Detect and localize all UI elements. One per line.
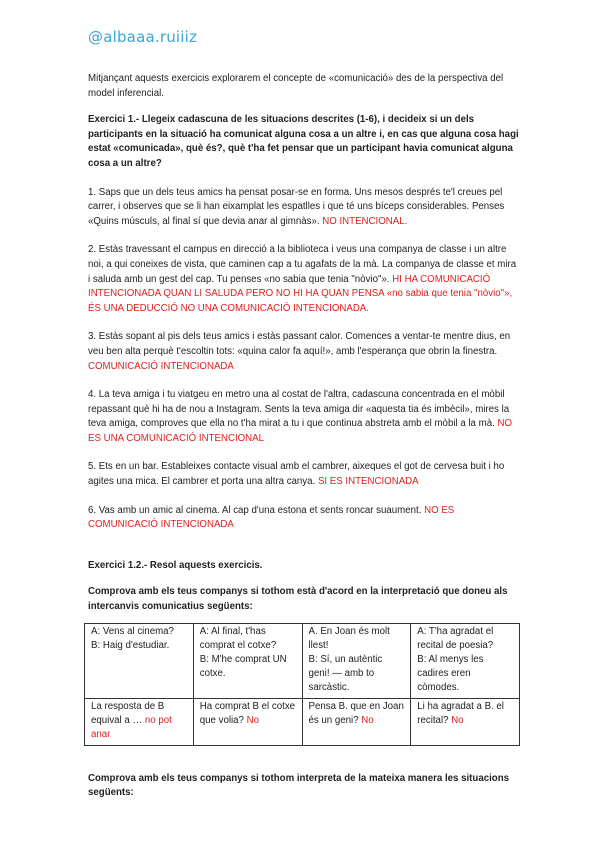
answer-question: Ha comprat B el cotxe que volia? bbox=[199, 700, 296, 726]
author-watermark: @albaaa.ruiiiz bbox=[88, 28, 198, 46]
dialogue-line: B: Sí, un autèntic geni! — amb to sarcàstic. bbox=[308, 653, 383, 693]
situation-1 bbox=[88, 186, 520, 230]
answer-verdict: No bbox=[361, 714, 374, 726]
dialogue-line: A. En Joan és molt llest! bbox=[308, 625, 390, 651]
answer-cell bbox=[411, 698, 520, 745]
dialogue-line: A: Al final, t'has comprat el cotxe? bbox=[199, 625, 277, 651]
situation-2 bbox=[88, 243, 520, 316]
dialogue-cell bbox=[411, 623, 520, 698]
exercise12-title: Exercici 1.2.- Resol aquests exercicis. bbox=[88, 559, 263, 571]
dialogue-line: B: M'he comprat UN cotxe. bbox=[199, 653, 287, 679]
table-row-answers bbox=[85, 698, 520, 745]
situation-answer: NO ES COMUNICACIÓ INTENCIONADA bbox=[88, 504, 455, 531]
answer-cell bbox=[302, 698, 411, 745]
table-row-dialogues bbox=[85, 623, 520, 698]
situation-text: 2. Estàs travessant el campus en direcció a la biblioteca i veus una companya de classe i un altre noi, a qui coneixes de vista, que caminen cap a tu agafats de la mà. La companya de classe et mira i saluda amb un gest del cap. Tu penses «no sabia que tenia "nòvio"». bbox=[88, 244, 517, 285]
answer-cell bbox=[193, 698, 302, 745]
exercise12-prompt2: Comprova amb els teus companys si tothom interpreta de la mateixa manera les situacions següents: bbox=[88, 772, 510, 799]
situation-answer: NO INTENCIONAL. bbox=[322, 215, 408, 227]
situation-answer: HI HA COMUNICACIÓ INTENCIONADA QUAN LI SALUDA PERO NO HI HA QUAN PENSA «no sabia que tenia "nòvio"», ÉS UNA DEDUCCIÓ NO UNA COMUNICACIÓ INTENCIONADA. bbox=[88, 273, 513, 314]
document-content bbox=[88, 72, 520, 801]
dialogue-cell bbox=[302, 623, 411, 698]
situation-text: 4. La teva amiga i tu viatgeu en metro una al costat de l'altra, cadascuna concentrada en el mòbil repassant què hi ha de nou a Instagram. Sents la teva amiga dir «aquesta tia és imbècil», mires la teva amiga, comproves que ella no t'ha mirat a tu i que continua abstreta amb el mòbil a la mà. bbox=[88, 389, 510, 430]
answer-verdict: no pot anar bbox=[91, 714, 172, 740]
dialogue-line: A: T'ha agradat el recital de poesia? bbox=[417, 625, 494, 651]
dialogue-line: A: Vens al cinema? bbox=[91, 625, 174, 637]
dialogue-table bbox=[84, 623, 520, 746]
situation-5 bbox=[88, 460, 520, 489]
dialogue-line: B: Haig d'estudiar. bbox=[91, 639, 170, 651]
dialogue-cell bbox=[193, 623, 302, 698]
situation-answer: COMUNICACIÓ INTENCIONADA bbox=[88, 360, 234, 372]
exercise1-title: Exercici 1.- Llegeix cadascuna de les situacions descrites (1-6), i decideix si un dels participants en la situació ha comunicat alguna cosa a un altre i, en cas que alguna cosa hagi estat «comunicada», què és?, què t'ha fet pensar que un participant havia comunicat alguna cosa a un altre? bbox=[88, 114, 519, 169]
answer-question: La resposta de B equival a … bbox=[91, 700, 165, 726]
situation-text: 5. Ets en un bar. Estableixes contacte visual amb el cambrer, aixeques el got de cervesa buit i ho agites una mica. El cambrer et porta una altra canya. bbox=[88, 461, 505, 488]
answer-verdict: No bbox=[451, 714, 464, 726]
situation-6 bbox=[88, 504, 520, 533]
situation-answer: SI ES INTENCIONADA bbox=[317, 476, 419, 488]
situation-3 bbox=[88, 330, 520, 374]
intro-paragraph: Mitjançant aquests exercicis explorarem el concepte de «comunicació» des de la perspectiva del model inferencial. bbox=[88, 73, 504, 99]
situation-text: 3. Estàs sopant al pis dels teus amics i estàs passant calor. Comences a ventar-te mentre dius, en veu ben alta perquè t'escoltin tots: «quina calor fa aquí!», amb l'esperança que obrin la finestra. bbox=[88, 331, 511, 357]
dialogue-cell bbox=[85, 623, 194, 698]
exercise12-prompt1: Comprova amb els teus companys si tothom està d'acord en la interpretació que doneu als intercanvis comunicatius següents: bbox=[88, 586, 508, 613]
dialogue-line: B: Al menys les cadires eren còmodes. bbox=[417, 653, 484, 693]
answer-question: Li ha agradat a B. el recital? bbox=[417, 700, 504, 726]
situation-4 bbox=[88, 388, 520, 446]
situation-text: 1. Saps que un dels teus amics ha pensat posar-se en forma. Uns mesos després te'l creues pel carrer, i observes que se li han eixamplat les espatlles i que té uns bíceps considerables. Penses «Quins músculs, al final sí que devia anar al gimnàs». bbox=[88, 186, 505, 227]
situation-answer: NO ES UNA COMUNICACIÓ INTENCIONAL bbox=[88, 418, 513, 444]
answer-question: Pensa B. que en Joan és un geni? bbox=[308, 700, 404, 726]
situation-text: 6. Vas amb un amic al cinema. Al cap d'una estona et sents roncar suaument. bbox=[88, 504, 422, 516]
answer-cell bbox=[85, 698, 194, 745]
answer-verdict: No bbox=[246, 714, 260, 726]
